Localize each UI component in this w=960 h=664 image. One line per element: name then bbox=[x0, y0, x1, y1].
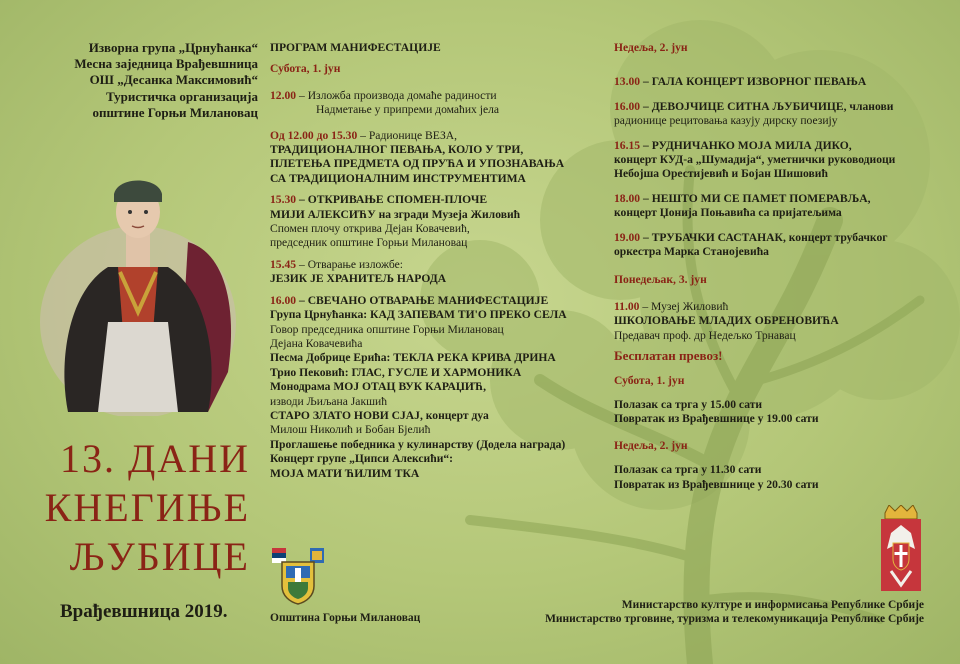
free-transport-heading: Бесплатан превоз! bbox=[614, 348, 723, 364]
event-line: – РУДНИЧАНКО МОЈА МИЛА ДИКО, bbox=[640, 138, 852, 152]
event-line: Проглашење победника у кулинарству (Додела награда) bbox=[270, 437, 566, 451]
event-line: – НЕШТО МИ СЕ ПАМЕТ ПОМЕРАВЉА, bbox=[640, 191, 871, 205]
transport-day: Недеља, 2. јун bbox=[614, 438, 688, 452]
event-entry bbox=[270, 258, 610, 287]
event-entry bbox=[614, 300, 944, 343]
event-time: 16.00 bbox=[614, 99, 641, 113]
event-line: – ТРУБАЧКИ САСТАНАК, концерт трубачког bbox=[640, 230, 888, 244]
event-line: Песма Добрице Ерића: ТЕКЛА РЕКА КРИВА ДРИНА bbox=[270, 351, 556, 365]
event-entry bbox=[614, 192, 944, 221]
event-line: Дејана Ковачевића bbox=[270, 336, 363, 350]
event-line: ПЛЕТЕЊА ПРЕДМЕТА ОД ПРУЋА И УПОЗНАВАЊА bbox=[270, 157, 565, 171]
event-line: – Музеј Жиловић bbox=[639, 299, 729, 313]
knjeginja-ljubica-portrait bbox=[38, 172, 238, 416]
event-line: ШКОЛОВАЊЕ МЛАДИХ ОБРЕНОВИЋА bbox=[614, 314, 839, 328]
event-line: ЈЕЗИК ЈЕ ХРАНИТЕЉ НАРОДА bbox=[270, 272, 447, 286]
event-line: радионице рецитовања казују дирску поезију bbox=[614, 114, 838, 128]
title-line: 13. ДАНИ bbox=[60, 436, 250, 481]
event-line: СТАРО ЗЛАТО НОВИ СЈАЈ, концерт дуа bbox=[270, 408, 489, 422]
event-entry bbox=[614, 231, 944, 260]
event-line: Спомен плочу открива Дејан Ковачевић, bbox=[270, 222, 470, 236]
municipality-caption: Општина Горњи Милановац bbox=[270, 612, 421, 624]
title-line: ЉУБИЦЕ bbox=[69, 534, 250, 579]
event-entry bbox=[614, 100, 944, 129]
transport-entry bbox=[614, 374, 944, 427]
event-line: Трио Пековић: ГЛАС, ГУСЛЕ И ХАРМОНИКА bbox=[270, 365, 522, 379]
event-line: – Радионице ВЕЗА, bbox=[357, 128, 458, 142]
day-heading: Недеља, 2. јун bbox=[614, 41, 688, 54]
transport-entry bbox=[614, 439, 944, 492]
event-line: Концерт групе „Ципси Алексићи“: bbox=[270, 452, 454, 466]
event-entry bbox=[614, 75, 944, 89]
event-line: – ГАЛА КОНЦЕРТ ИЗВОРНОГ ПЕВАЊА bbox=[640, 75, 867, 89]
event-line: Говор председника општине Горњи Милановац bbox=[270, 322, 504, 336]
event-time: 16.15 bbox=[614, 138, 641, 152]
event-line: оркестра Марка Станојевића bbox=[614, 245, 769, 259]
event-entry bbox=[270, 193, 610, 251]
event-line: Монодрама МОЈ ОТАЦ ВУК КАРАЏИЋ, bbox=[270, 380, 487, 394]
program-sunday-monday bbox=[614, 41, 944, 492]
ministries bbox=[545, 598, 924, 626]
event-line: Небојша Орестијевић и Бојан Шишовић bbox=[614, 167, 828, 181]
event-line: – СВЕЧАНО ОТВАРАЊЕ МАНИФЕСТАЦИЈЕ bbox=[296, 293, 549, 307]
event-time: 15.45 bbox=[270, 257, 297, 271]
event-line: председник општине Горњи Милановац bbox=[270, 236, 468, 250]
event-entry bbox=[270, 294, 610, 481]
title-line: КНЕГИЊЕ bbox=[44, 485, 250, 530]
program-title: ПРОГРАМ МАНИФЕСТАЦИЈЕ bbox=[270, 41, 441, 54]
organizer-line: Месна заједница Врађевшница bbox=[74, 56, 258, 72]
ministry-line: Министарство трговине, туризма и телекомуникација Републике Србије bbox=[545, 613, 924, 625]
municipality-coat-of-arms-icon bbox=[272, 548, 324, 606]
event-line: – Отварање изложбе: bbox=[296, 257, 404, 271]
event-line: концерт Џонија Поњавића са пријатељима bbox=[614, 206, 842, 220]
program-saturday bbox=[270, 41, 610, 488]
event-line: – Изложба производа домаће радиности bbox=[296, 88, 497, 102]
event-line: СА ТРАДИЦИОНАЛНИМ ИНСТРУМЕНТИМА bbox=[270, 171, 526, 185]
organizers-list bbox=[0, 40, 258, 121]
transport-line: Полазак са трга у 15.00 сати bbox=[614, 397, 763, 411]
event-entry bbox=[270, 89, 610, 118]
organizer-line: општине Горњи Милановац bbox=[92, 104, 258, 120]
transport-line: Повратак из Врађевшнице у 20.30 сати bbox=[614, 477, 819, 491]
day-heading: Понедељак, 3. јун bbox=[614, 273, 707, 287]
event-entry bbox=[614, 139, 944, 182]
event-entry bbox=[270, 129, 610, 187]
event-line: ТРАДИЦИОНАЛНОГ ПЕВАЊА, КОЛО У ТРИ, bbox=[270, 143, 524, 157]
event-line: – ДЕВОЈЧИЦЕ СИТНА ЉУБИЧИЦЕ, чланови bbox=[640, 99, 894, 113]
transport-line: Полазак са трга у 11.30 сати bbox=[614, 463, 762, 477]
place-year: Врађевшница 2019. bbox=[60, 601, 228, 622]
event-line: изводи Љиљана Јакшић bbox=[270, 394, 388, 408]
transport-line: Повратак из Врађевшнице у 19.00 сати bbox=[614, 412, 819, 426]
event-line: МОЈА МАТИ ЋИЛИМ ТКА bbox=[270, 466, 420, 480]
event-time: 11.00 bbox=[614, 299, 640, 313]
event-line: МИЈИ АЛЕКСИЋУ на згради Музеја Жиловић bbox=[270, 207, 521, 221]
day-heading: Субота, 1. јун bbox=[270, 62, 341, 76]
event-line: – ОТКРИВАЊЕ СПОМЕН-ПЛОЧЕ bbox=[296, 193, 488, 207]
organizer-line: ОШ „Десанка Максимовић“ bbox=[89, 72, 258, 88]
event-time: 13.00 bbox=[614, 75, 641, 89]
event-line: Група Црнућанка: КАД ЗАПЕВАМ ТИ'О ПРЕКО СЕЛА bbox=[270, 308, 567, 322]
event-line: концерт КУД-а „Шумадија“, уметнички руководиоци bbox=[614, 153, 896, 167]
event-line: Надметање у припреми домаћих јела bbox=[316, 103, 500, 117]
event-time: 16.00 bbox=[270, 293, 297, 307]
event-time: 18.00 bbox=[614, 191, 641, 205]
organizer-line: Изворна група „Црнућанка“ bbox=[88, 40, 258, 55]
ministry-line: Министарство културе и информисања Републике Србије bbox=[621, 599, 924, 611]
event-line: Предавач проф. др Недељко Трнавац bbox=[614, 328, 796, 342]
event-time: 15.30 bbox=[270, 193, 297, 207]
event-time: Од 12.00 до 15.30 bbox=[270, 128, 358, 142]
event-time: 12.00 bbox=[270, 88, 297, 102]
festival-title bbox=[0, 434, 250, 581]
serbia-coat-of-arms-icon bbox=[875, 505, 927, 591]
event-time: 19.00 bbox=[614, 230, 641, 244]
transport-day: Субота, 1. јун bbox=[614, 373, 685, 387]
event-line: Милош Николић и Бобан Бјелић bbox=[270, 423, 431, 437]
organizer-line: Туристичка организација bbox=[106, 88, 258, 104]
